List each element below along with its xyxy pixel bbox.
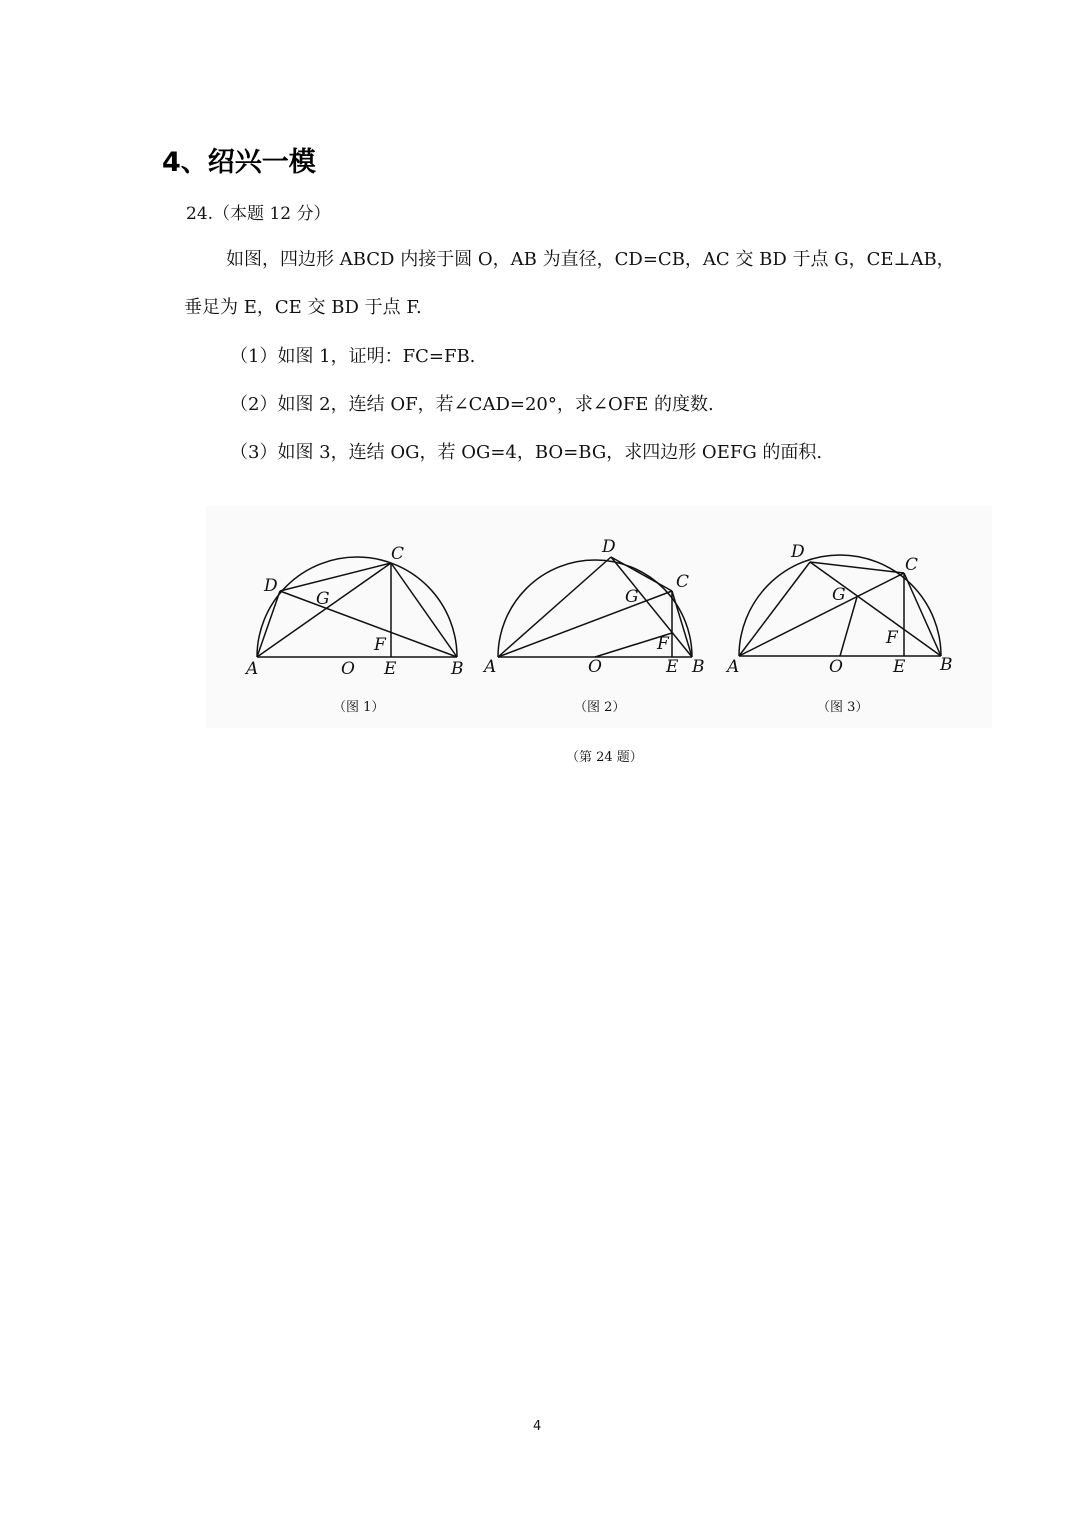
fig3-label-e: E bbox=[893, 657, 906, 677]
fig3-label-g: G bbox=[832, 585, 846, 605]
question-part-2: （2）如图 2，连结 OF，若∠CAD=20°，求∠OFE 的度数. bbox=[230, 394, 714, 415]
fig2-label-e: E bbox=[666, 657, 679, 677]
fig1-label-a: A bbox=[246, 659, 259, 679]
fig1-chord-cb bbox=[391, 563, 457, 657]
fig2-chord-dc bbox=[611, 557, 672, 591]
fig3-label-c: C bbox=[905, 555, 919, 575]
question-stem-line-1: 如图，四边形 ABCD 内接于圆 O，AB 为直径，CD=CB，AC 交 BD 于点 G，CE⊥AB， bbox=[226, 249, 955, 270]
fig1-label-o: O bbox=[341, 659, 355, 679]
fig2-segment-ad bbox=[498, 557, 611, 657]
fig3-label-o: O bbox=[829, 657, 843, 677]
question-header: 24.（本题 12 分） bbox=[186, 204, 331, 224]
fig3-segment-bd bbox=[810, 562, 941, 656]
figure-3-diagram bbox=[722, 530, 970, 688]
fig2-label-b: B bbox=[692, 657, 705, 677]
fig3-label-f: F bbox=[886, 628, 898, 648]
fig3-segment-ac bbox=[739, 573, 904, 656]
page-number: 4 bbox=[533, 1419, 542, 1434]
figure-2-caption: （图 2） bbox=[574, 700, 626, 715]
fig2-label-f: F bbox=[657, 634, 669, 654]
fig1-label-f: F bbox=[374, 635, 386, 655]
fig1-label-c: C bbox=[391, 544, 405, 564]
fig2-label-d: D bbox=[602, 537, 616, 557]
fig1-label-g: G bbox=[316, 589, 330, 609]
question-stem-line-2: 垂足为 E，CE 交 BD 于点 F. bbox=[184, 297, 422, 318]
fig3-segment-og bbox=[840, 597, 857, 656]
fig3-segment-ad bbox=[739, 562, 810, 656]
fig1-chord-ad bbox=[257, 591, 280, 657]
fig2-label-g: G bbox=[625, 587, 639, 607]
figure-2-diagram bbox=[480, 530, 720, 688]
fig2-chord-cb bbox=[672, 591, 692, 657]
fig2-label-a: A bbox=[484, 657, 497, 677]
section-heading: 4、绍兴一模 bbox=[162, 147, 316, 178]
fig1-label-b: B bbox=[451, 659, 464, 679]
figure-3-caption: （图 3） bbox=[817, 700, 869, 715]
figure-1-caption: （图 1） bbox=[333, 700, 385, 715]
figure-1-diagram bbox=[240, 538, 480, 688]
question-part-3: （3）如图 3，连结 OG，若 OG=4，BO=BG，求四边形 OEFG 的面积. bbox=[230, 442, 823, 463]
fig3-label-d: D bbox=[791, 542, 805, 562]
fig1-segment-bd bbox=[280, 591, 457, 657]
figures-caption: （第 24 题） bbox=[566, 750, 643, 765]
fig1-label-d: D bbox=[264, 576, 278, 596]
fig2-label-c: C bbox=[676, 572, 690, 592]
fig3-label-b: B bbox=[940, 655, 953, 675]
fig3-label-a: A bbox=[727, 657, 740, 677]
fig1-label-e: E bbox=[384, 659, 397, 679]
question-part-1: （1）如图 1，证明：FC=FB. bbox=[230, 346, 476, 367]
fig2-label-o: O bbox=[588, 657, 602, 677]
